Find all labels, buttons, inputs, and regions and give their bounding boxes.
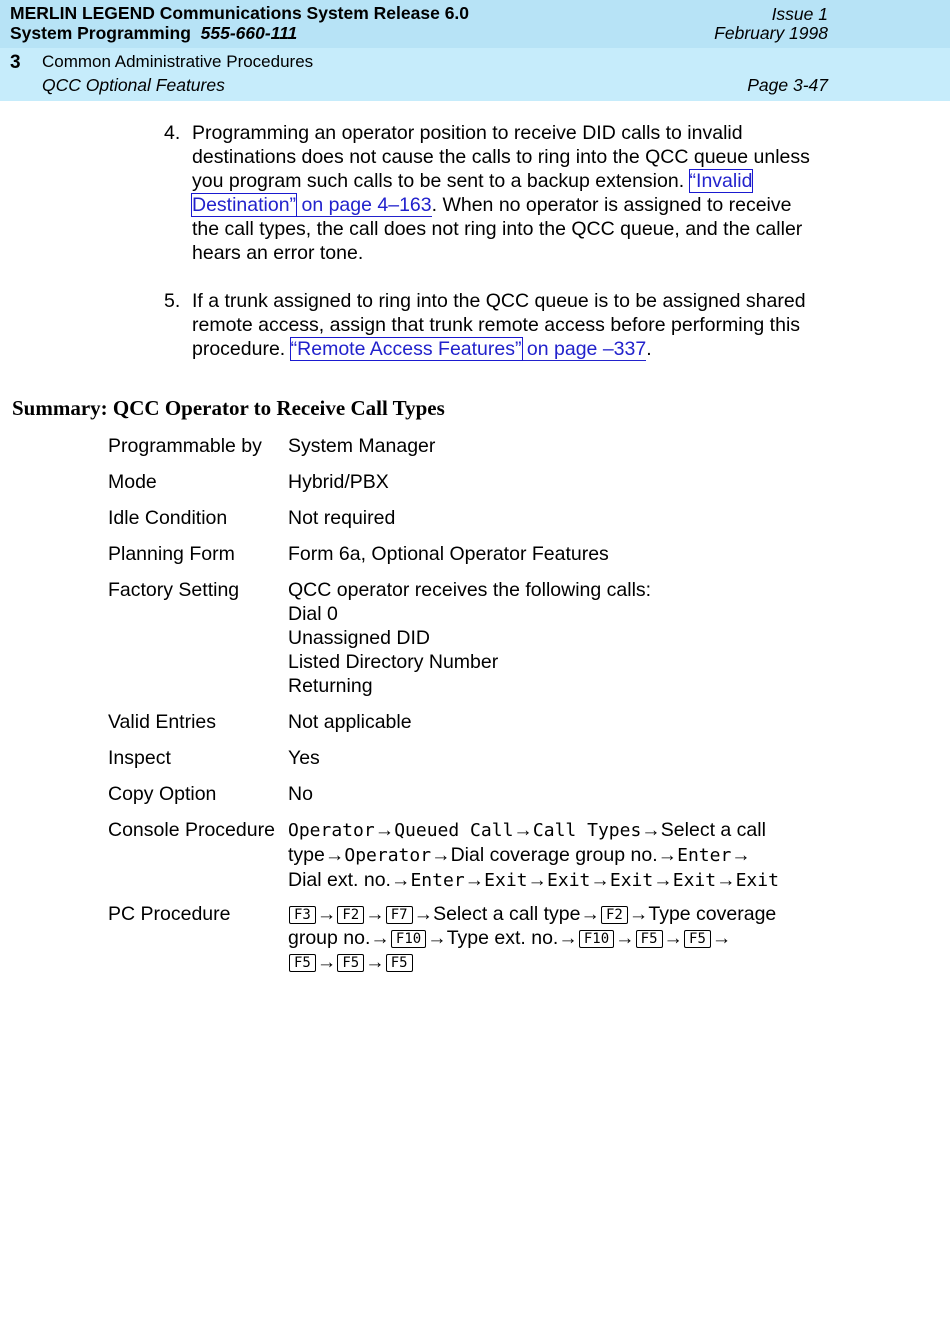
arrow: → — [711, 927, 732, 949]
console-text: type — [288, 844, 325, 866]
f2-key-icon: F2 — [601, 906, 628, 924]
item-number: 4. — [164, 122, 181, 144]
item-line: If a trunk assigned to ring into the QCC queue is to be assigned shared — [192, 290, 806, 312]
arrow: → — [370, 927, 390, 949]
item-text — [192, 121, 832, 265]
item-line — [192, 193, 832, 217]
f5-key-icon: F5 — [636, 930, 663, 948]
row-label-copy-option: Copy Option — [108, 783, 217, 805]
console-key: Enter — [677, 845, 732, 866]
f10-key-icon: F10 — [579, 930, 614, 948]
console-key: Exit — [672, 870, 717, 891]
console-text: Select a call — [660, 819, 766, 841]
arrow: → — [663, 927, 684, 949]
row-value-planning-form: Form 6a, Optional Operator Features — [288, 543, 609, 565]
console-key: Enter — [410, 870, 465, 891]
item-text-segment: . — [646, 338, 652, 360]
document-subtitle-text: System Programming — [10, 23, 191, 43]
f3-key-icon: F3 — [289, 906, 316, 924]
page-4-163-link[interactable]: on page 4–163 — [296, 194, 432, 216]
console-text: Dial ext. no. — [288, 869, 391, 891]
row-label-inspect: Inspect — [108, 747, 171, 769]
arrow: → — [464, 869, 485, 891]
arrow: → — [427, 927, 447, 949]
pc-line-1 — [288, 902, 776, 926]
console-key: Call Types — [532, 820, 642, 841]
arrow: → — [374, 819, 395, 841]
factory-setting-line: Dial 0 — [288, 603, 338, 625]
row-label-idle-condition: Idle Condition — [108, 507, 228, 529]
arrow: → — [590, 869, 610, 891]
arrow: → — [413, 903, 434, 925]
arrow: → — [716, 869, 736, 891]
f5-key-icon: F5 — [684, 930, 711, 948]
arrow: → — [615, 927, 635, 949]
console-key: Exit — [484, 870, 528, 891]
item-line: remote access, assign that trunk remote access before performing this — [192, 314, 801, 336]
console-key: Exit — [609, 870, 654, 891]
row-value-valid-entries: Not applicable — [288, 711, 412, 733]
row-value-console-procedure — [288, 818, 779, 893]
pc-text: Type ext. no. — [446, 927, 559, 949]
invalid-destination-link-cont[interactable]: Destination” — [192, 194, 297, 216]
arrow: → — [628, 903, 649, 925]
pc-text: Select a call type — [433, 903, 581, 925]
item-line: the call types, the call does not ring into the QCC queue, and the caller — [192, 218, 803, 240]
row-label-planning-form: Planning Form — [108, 543, 235, 565]
document-title: MERLIN LEGEND Communications System Release 6.0 — [10, 3, 470, 23]
item-line: hears an error tone. — [192, 242, 364, 264]
f5-key-icon: F5 — [386, 954, 413, 972]
row-label-programmable-by: Programmable by — [108, 435, 262, 457]
arrow: → — [653, 869, 673, 891]
f2-key-icon: F2 — [337, 906, 364, 924]
console-key: Operator — [344, 845, 432, 866]
f5-key-icon: F5 — [337, 954, 364, 972]
section-title: QCC Optional Features — [42, 75, 225, 95]
row-label-pc-procedure: PC Procedure — [108, 903, 231, 925]
factory-setting-line: QCC operator receives the following calls: — [288, 579, 652, 601]
arrow: → — [365, 951, 385, 973]
f7-key-icon: F7 — [386, 906, 413, 924]
item-line — [192, 169, 832, 193]
item-line: destinations does not cause the calls to ring into the QCC queue unless — [192, 146, 810, 168]
console-key: Exit — [735, 870, 779, 891]
f5-key-icon: F5 — [289, 954, 316, 972]
console-key: Operator — [288, 820, 375, 841]
arrow: → — [731, 844, 751, 866]
row-value-copy-option: No — [288, 783, 313, 805]
arrow: → — [580, 903, 600, 925]
remote-access-features-link[interactable]: “Remote Access Features” — [290, 338, 522, 360]
pc-line-2 — [288, 926, 776, 950]
f10-key-icon: F10 — [391, 930, 426, 948]
row-value-inspect: Yes — [288, 747, 320, 769]
item-text-segment: procedure. — [192, 338, 291, 360]
arrow: → — [390, 869, 411, 891]
arrow: → — [558, 927, 578, 949]
summary-heading: Summary: QCC Operator to Receive Call Types — [12, 396, 445, 420]
pc-text: Type coverage — [648, 903, 777, 925]
document-subtitle — [10, 23, 297, 44]
console-key: Exit — [547, 870, 591, 891]
console-text: Dial coverage group no. — [450, 844, 658, 866]
arrow: → — [365, 903, 385, 925]
issue-label: Issue 1 — [771, 4, 828, 24]
page-337-link[interactable]: on page –337 — [521, 338, 647, 360]
item-line: Programming an operator position to receive DID calls to invalid — [192, 122, 743, 144]
row-label-factory-setting: Factory Setting — [108, 579, 240, 601]
arrow: → — [316, 951, 337, 973]
factory-setting-line: Listed Directory Number — [288, 651, 499, 673]
item-text-segment: . When no operator is assigned to receive — [431, 194, 792, 216]
chapter-number: 3 — [10, 52, 21, 73]
row-label-valid-entries: Valid Entries — [108, 711, 217, 733]
chapter-title: Common Administrative Procedures — [42, 52, 314, 71]
console-line-2 — [288, 843, 779, 868]
item-number: 5. — [164, 290, 181, 312]
document-number: 555-660-111 — [200, 23, 298, 43]
pc-text: group no. — [288, 927, 371, 949]
row-value-factory-setting — [288, 578, 651, 698]
row-value-idle-condition: Not required — [288, 507, 396, 529]
row-label-console-procedure: Console Procedure — [108, 819, 275, 841]
row-value-programmable-by: System Manager — [288, 435, 436, 457]
arrow: → — [641, 819, 661, 841]
row-value-pc-procedure — [288, 902, 776, 974]
console-key: Queued Call — [394, 820, 514, 841]
console-line-3 — [288, 868, 779, 893]
console-line-1 — [288, 818, 779, 843]
arrow: → — [527, 869, 548, 891]
page-number: Page 3-47 — [747, 75, 828, 95]
arrow: → — [513, 819, 533, 841]
item-line — [192, 337, 832, 361]
row-label-mode: Mode — [108, 471, 157, 493]
item-text — [192, 289, 832, 361]
arrow: → — [316, 903, 337, 925]
row-value-mode: Hybrid/PBX — [288, 471, 389, 493]
invalid-destination-link[interactable]: “Invalid — [689, 170, 753, 192]
factory-setting-line: Unassigned DID — [288, 627, 430, 649]
arrow: → — [657, 844, 678, 866]
factory-setting-line: Returning — [288, 675, 373, 697]
arrow: → — [324, 844, 345, 866]
issue-date: February 1998 — [714, 23, 828, 43]
pc-line-3 — [288, 950, 776, 974]
arrow: → — [431, 844, 451, 866]
item-text-segment: you program such calls to be sent to a backup extension. — [192, 170, 690, 192]
